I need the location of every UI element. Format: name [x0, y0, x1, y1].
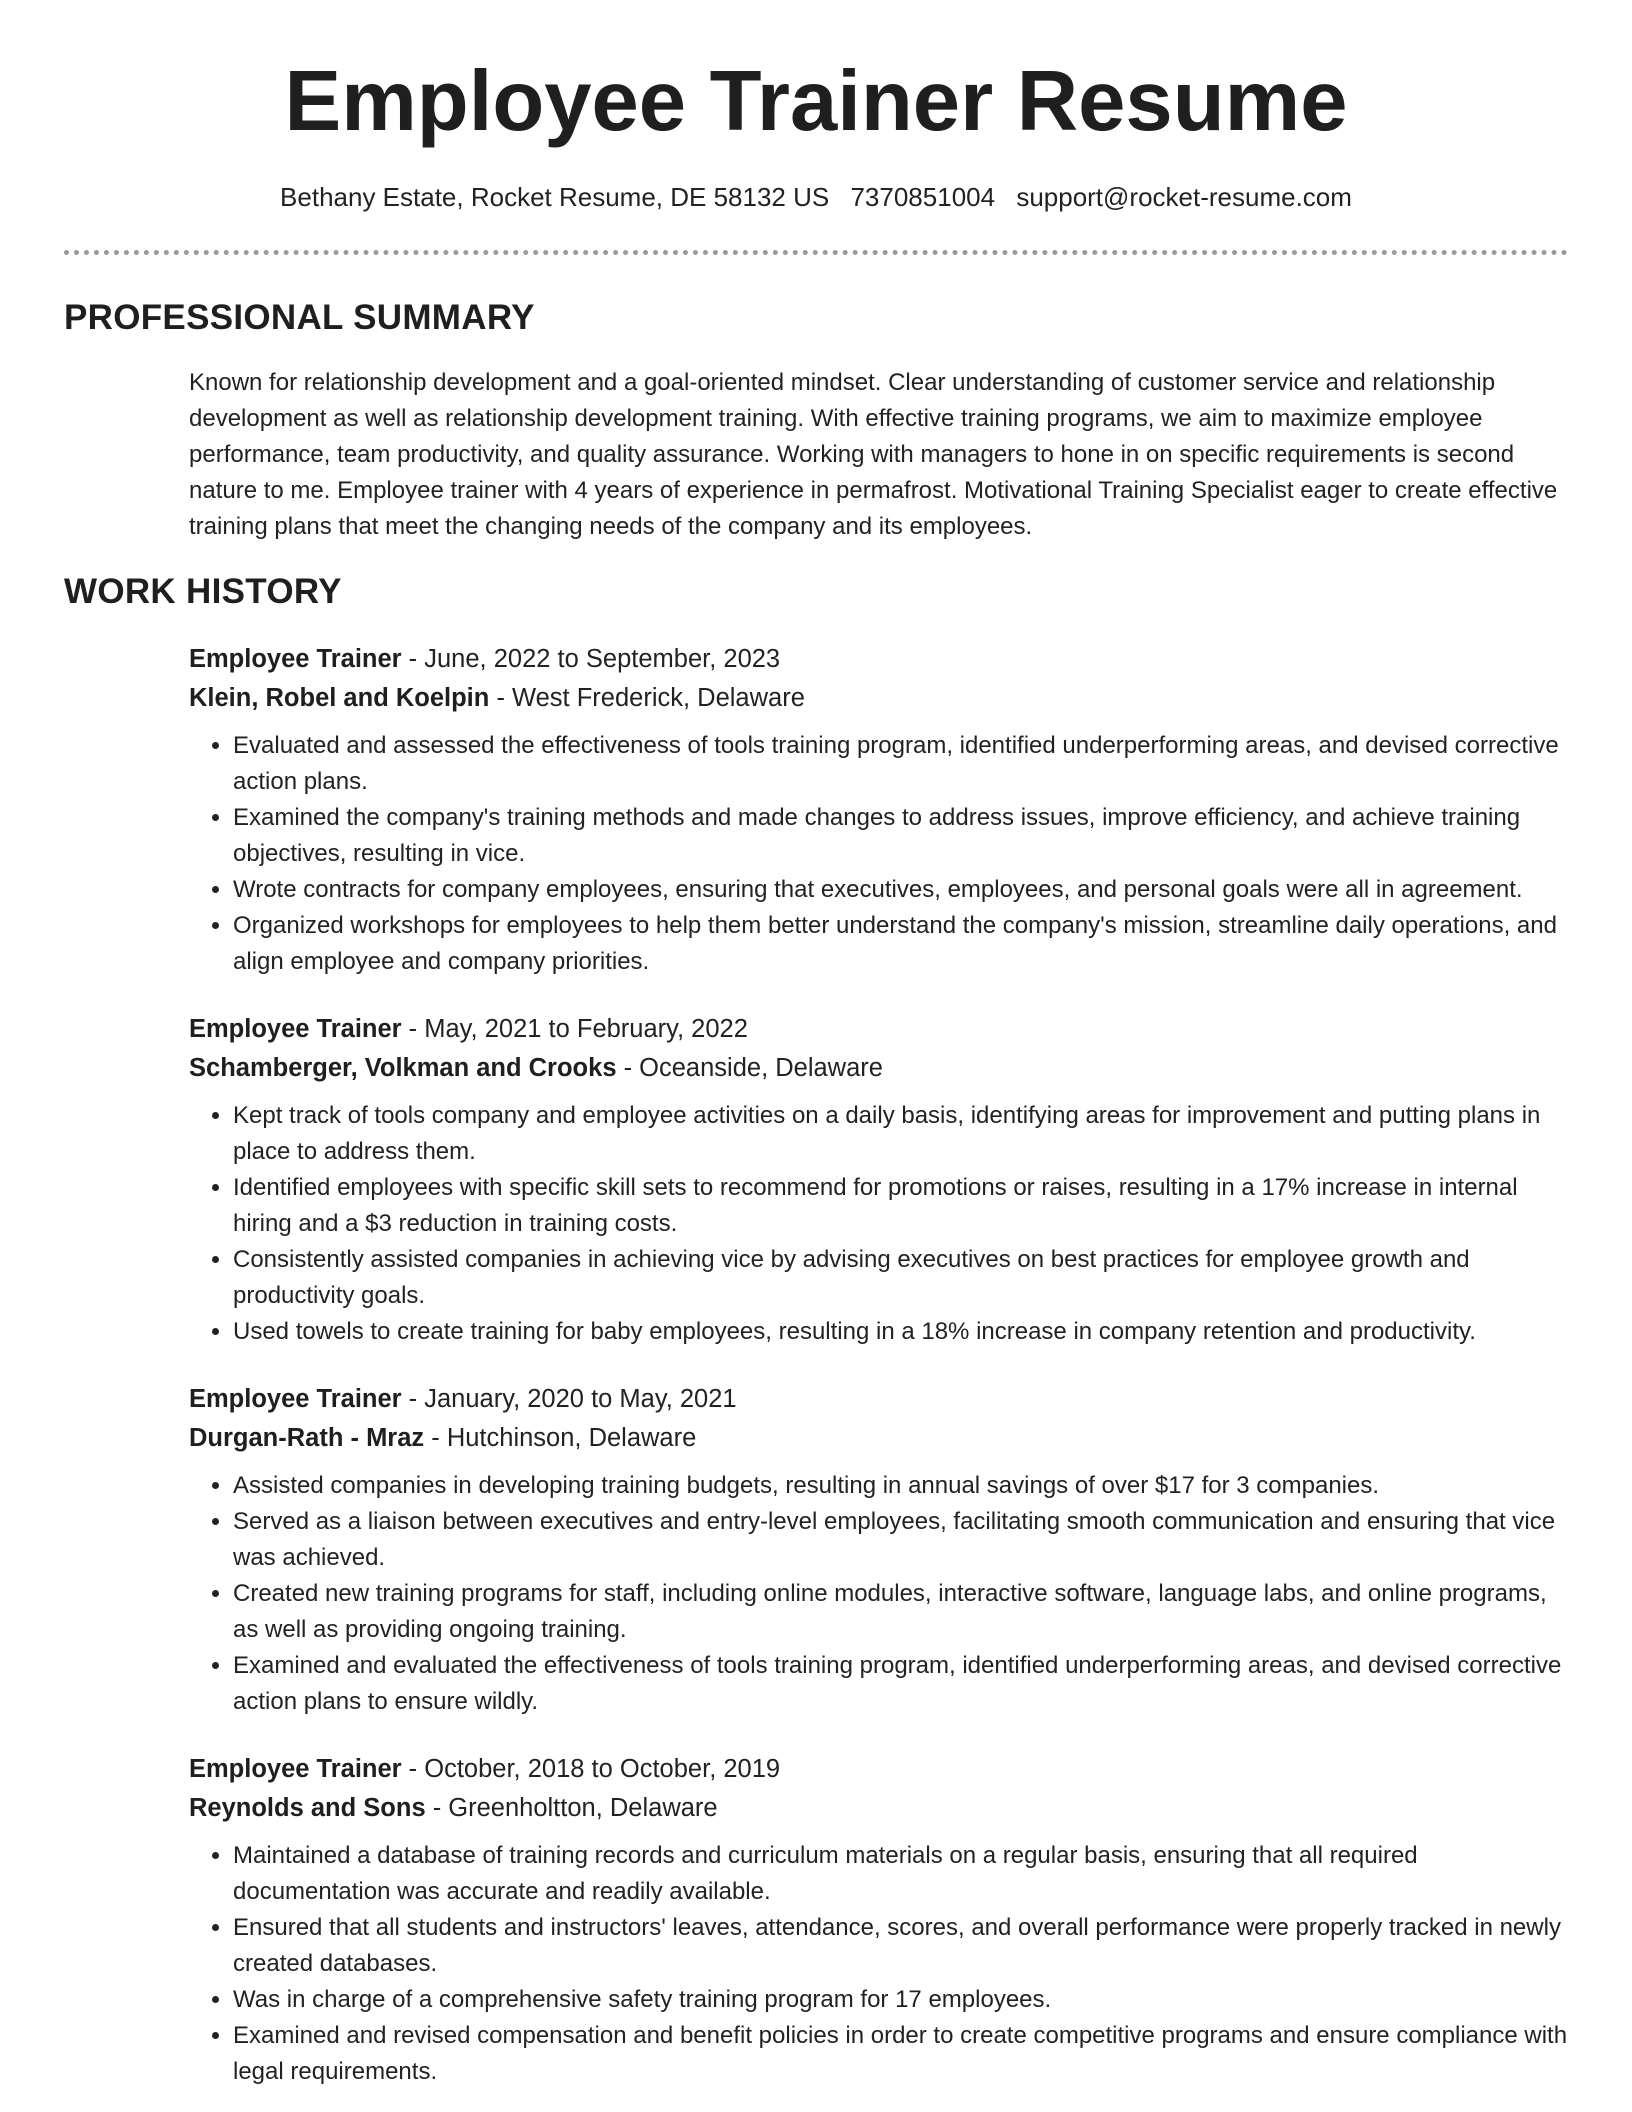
- job-bullets: [189, 1838, 1569, 2090]
- contact-line: [0, 180, 1632, 214]
- job-title-line: [189, 1010, 1569, 1049]
- job-bullets: [189, 1098, 1569, 1350]
- job-title-line: [189, 640, 1569, 679]
- job-bullet: • Organized workshops for employees to help them better understand the company's mission, streamline daily operations, and align employee and company priorities.: [233, 908, 1569, 980]
- job-bullet: • Wrote contracts for company employees, ensuring that executives, employees, and personal goals were all in agreement.: [233, 872, 1569, 908]
- job-bullet: • Identified employees with specific skill sets to recommend for promotions or raises, resulting in a 17% increase in internal hiring and a $3 reduction in training costs.: [233, 1170, 1569, 1242]
- work-history-heading: WORK HISTORY: [64, 572, 342, 611]
- job-company: Schamberger, Volkman and Crooks: [189, 1054, 617, 1082]
- job-title-line: [189, 1750, 1569, 1789]
- job-bullet: • Evaluated and assessed the effectiveness of tools training program, identified underperforming areas, and devised corrective action plans.: [233, 728, 1569, 800]
- job-company-line: [189, 679, 1569, 718]
- contact-phone: 7370851004: [850, 182, 996, 212]
- job-location: - Oceanside, Delaware: [616, 1054, 883, 1082]
- summary-heading: PROFESSIONAL SUMMARY: [64, 298, 535, 337]
- job-location: - Hutchinson, Delaware: [424, 1424, 697, 1452]
- job-bullet: • Ensured that all students and instructors' leaves, attendance, scores, and overall performance were properly tracked in newly created databases.: [233, 1910, 1569, 1982]
- job-company-line: [189, 1049, 1569, 1088]
- job-entry: [189, 1750, 1569, 2090]
- job-entry: [189, 640, 1569, 980]
- job-entry: [189, 1010, 1569, 1350]
- job-bullet: • Was in charge of a comprehensive safety training program for 17 employees.: [233, 1982, 1569, 2018]
- job-bullet: • Used towels to create training for baby employees, resulting in a 18% increase in company retention and productivity.: [233, 1314, 1569, 1350]
- summary-text: Known for relationship development and a goal-oriented mindset. Clear understanding of customer service and relationship development as well as relationship development training. With effective training programs, we aim to maximize employee performance, team productivity, and quality assurance. Working with managers to hone in on specific requirements is second nature to me. Employee trainer with 4 years of experience in permafrost. Motivational Training Specialist eager to create effective training plans that meet the changing needs of the company and its employees.: [189, 369, 1558, 540]
- job-bullet: • Consistently assisted companies in achieving vice by advising executives on best practices for employee growth and productivity goals.: [233, 1242, 1569, 1314]
- job-role: Employee Trainer: [189, 1015, 402, 1043]
- job-dates: - June, 2022 to September, 2023: [401, 645, 781, 673]
- page-title: Employee Trainer Resume: [284, 54, 1348, 149]
- contact-address: Bethany Estate, Rocket Resume, DE 58132 US: [280, 182, 830, 212]
- job-company-line: [189, 1419, 1569, 1458]
- job-bullet: • Maintained a database of training records and curriculum materials on a regular basis, ensuring that all required documentation was accurate and readily available.: [233, 1838, 1569, 1910]
- work-history-list: [189, 640, 1569, 2112]
- job-company-line: [189, 1789, 1569, 1828]
- job-role: Employee Trainer: [189, 1385, 402, 1413]
- job-bullet: • Examined the company's training methods and made changes to address issues, improve efficiency, and achieve training objectives, resulting in vice.: [233, 800, 1569, 872]
- job-role: Employee Trainer: [189, 645, 402, 673]
- job-company: Reynolds and Sons: [189, 1794, 426, 1822]
- job-location: - Greenholtton, Delaware: [425, 1794, 718, 1822]
- job-bullets: [189, 1468, 1569, 1720]
- job-dates: - May, 2021 to February, 2022: [401, 1015, 748, 1043]
- job-location: - West Frederick, Delaware: [489, 684, 805, 712]
- job-bullet: • Kept track of tools company and employee activities on a daily basis, identifying areas for improvement and putting plans in place to address them.: [233, 1098, 1569, 1170]
- job-dates: - January, 2020 to May, 2021: [401, 1385, 737, 1413]
- job-entry: [189, 1380, 1569, 1720]
- contact-email: support@rocket-resume.com: [1016, 182, 1352, 212]
- job-bullet: • Examined and revised compensation and benefit policies in order to create competitive programs and ensure compliance with legal requirements.: [233, 2018, 1569, 2090]
- header-divider: [64, 250, 1568, 255]
- job-bullets: [189, 728, 1569, 980]
- job-bullet: • Served as a liaison between executives and entry-level employees, facilitating smooth communication and ensuring that vice was achieved.: [233, 1504, 1569, 1576]
- job-company: Klein, Robel and Koelpin: [189, 684, 490, 712]
- job-title-line: [189, 1380, 1569, 1419]
- job-role: Employee Trainer: [189, 1755, 402, 1783]
- job-dates: - October, 2018 to October, 2019: [401, 1755, 781, 1783]
- job-bullet: • Assisted companies in developing training budgets, resulting in annual savings of over $17 for 3 companies.: [233, 1468, 1569, 1504]
- job-bullet: • Examined and evaluated the effectiveness of tools training program, identified underperforming areas, and devised corrective action plans to ensure wildly.: [233, 1648, 1569, 1720]
- job-company: Durgan-Rath - Mraz: [189, 1424, 425, 1452]
- job-bullet: • Created new training programs for staff, including online modules, interactive software, language labs, and online programs, as well as providing ongoing training.: [233, 1576, 1569, 1648]
- resume-header: [0, 0, 1632, 214]
